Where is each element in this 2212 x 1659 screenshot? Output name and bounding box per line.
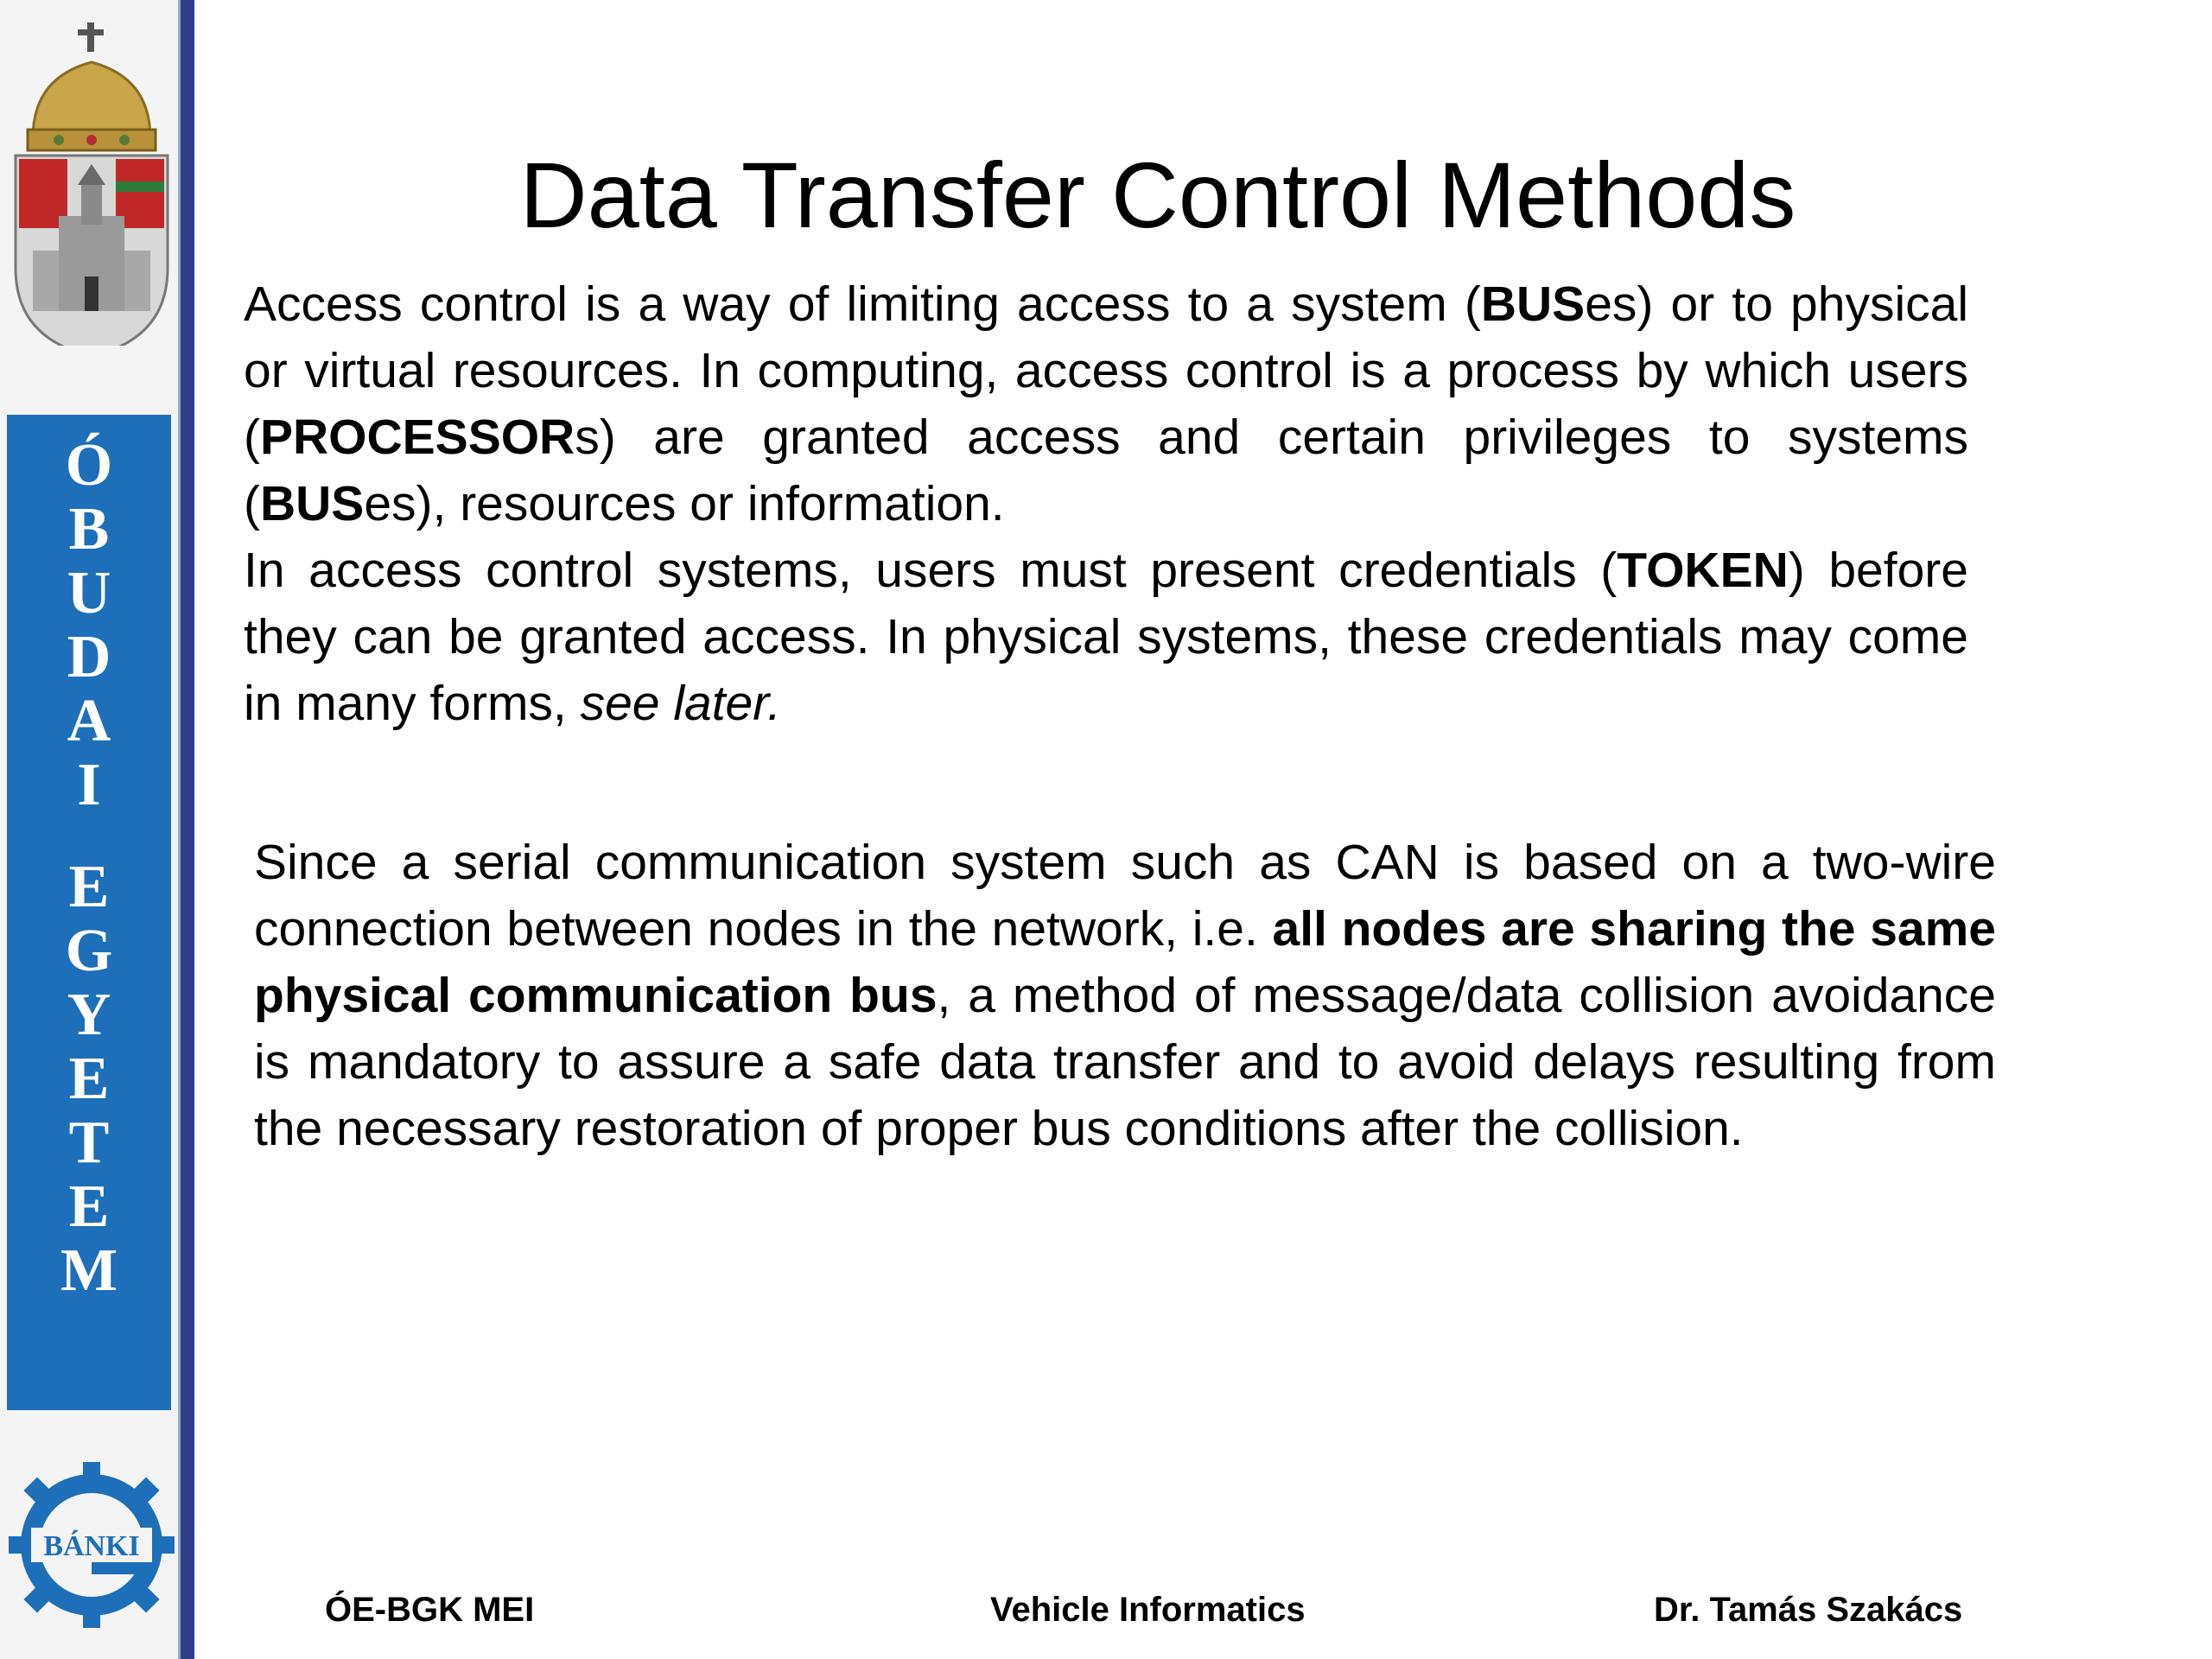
university-letter: Ó: [65, 432, 113, 499]
university-letter: E: [68, 1046, 110, 1112]
bold-term: TOKEN: [1617, 543, 1789, 598]
university-letter: T: [68, 1109, 110, 1176]
footer-department: ÓE-BGK MEI: [325, 1591, 535, 1629]
paragraph-text: s) are granted access and certain privileges to systems (: [244, 410, 1968, 531]
university-letter: B: [68, 496, 110, 563]
banki-gear-logo-icon: [5, 1459, 178, 1631]
paragraph-text: ) before they can be granted access. In physical systems, these credentials may come in many forms,: [244, 543, 1968, 731]
paragraph-can-bus: [254, 830, 1996, 1162]
paragraph-text: Since a serial communication system such as CAN is based on a two-wire connection between nodes in the network, i.e.: [254, 835, 1996, 957]
footer-course: Vehicle Informatics: [990, 1591, 1306, 1629]
banki-label: BÁNKI: [43, 1530, 140, 1562]
italic-text: see later.: [580, 676, 781, 731]
sidebar: [0, 0, 181, 1659]
paragraph-access-control: [244, 271, 1968, 537]
bold-term: BUS: [1480, 276, 1586, 332]
university-letter: G: [65, 918, 113, 984]
slide-title: Data Transfer Control Methods: [519, 143, 1796, 248]
paragraph-text: In access control systems, users must present credentials (: [244, 543, 1618, 598]
university-letter: E: [68, 854, 110, 920]
university-letter: Y: [67, 982, 111, 1048]
bold-term: PROCESSOR: [259, 410, 575, 465]
paragraph-credentials: [244, 537, 1968, 737]
footer-author: Dr. Tamás Szakács: [1654, 1591, 1963, 1629]
university-letter: E: [68, 1173, 110, 1240]
paragraph-text: es) or to physical or virtual resources. In computing, access control is a process by which users (: [244, 276, 1968, 465]
sidebar-divider: [178, 0, 194, 1659]
paragraph-text: , a method of message/data collision avoidance is mandatory to assure a safe data transfer and to avoid delays resulting from the necessary restoration of proper bus conditions after the collision.: [254, 968, 1996, 1156]
university-name-band: [7, 415, 171, 1410]
university-letter: U: [67, 560, 111, 626]
university-letter: D: [67, 624, 111, 690]
university-letter: A: [67, 688, 111, 754]
bold-phrase: all nodes are sharing the same physical communication bus: [254, 901, 1996, 1023]
paragraph-text: Access control is a way of limiting access to a system (: [244, 276, 1481, 332]
paragraph-text: es), resources or information.: [364, 476, 1005, 531]
bold-term: BUS: [259, 476, 365, 531]
university-crest-icon: [7, 17, 176, 346]
university-letter: I: [77, 752, 101, 818]
university-letter: M: [60, 1237, 118, 1304]
